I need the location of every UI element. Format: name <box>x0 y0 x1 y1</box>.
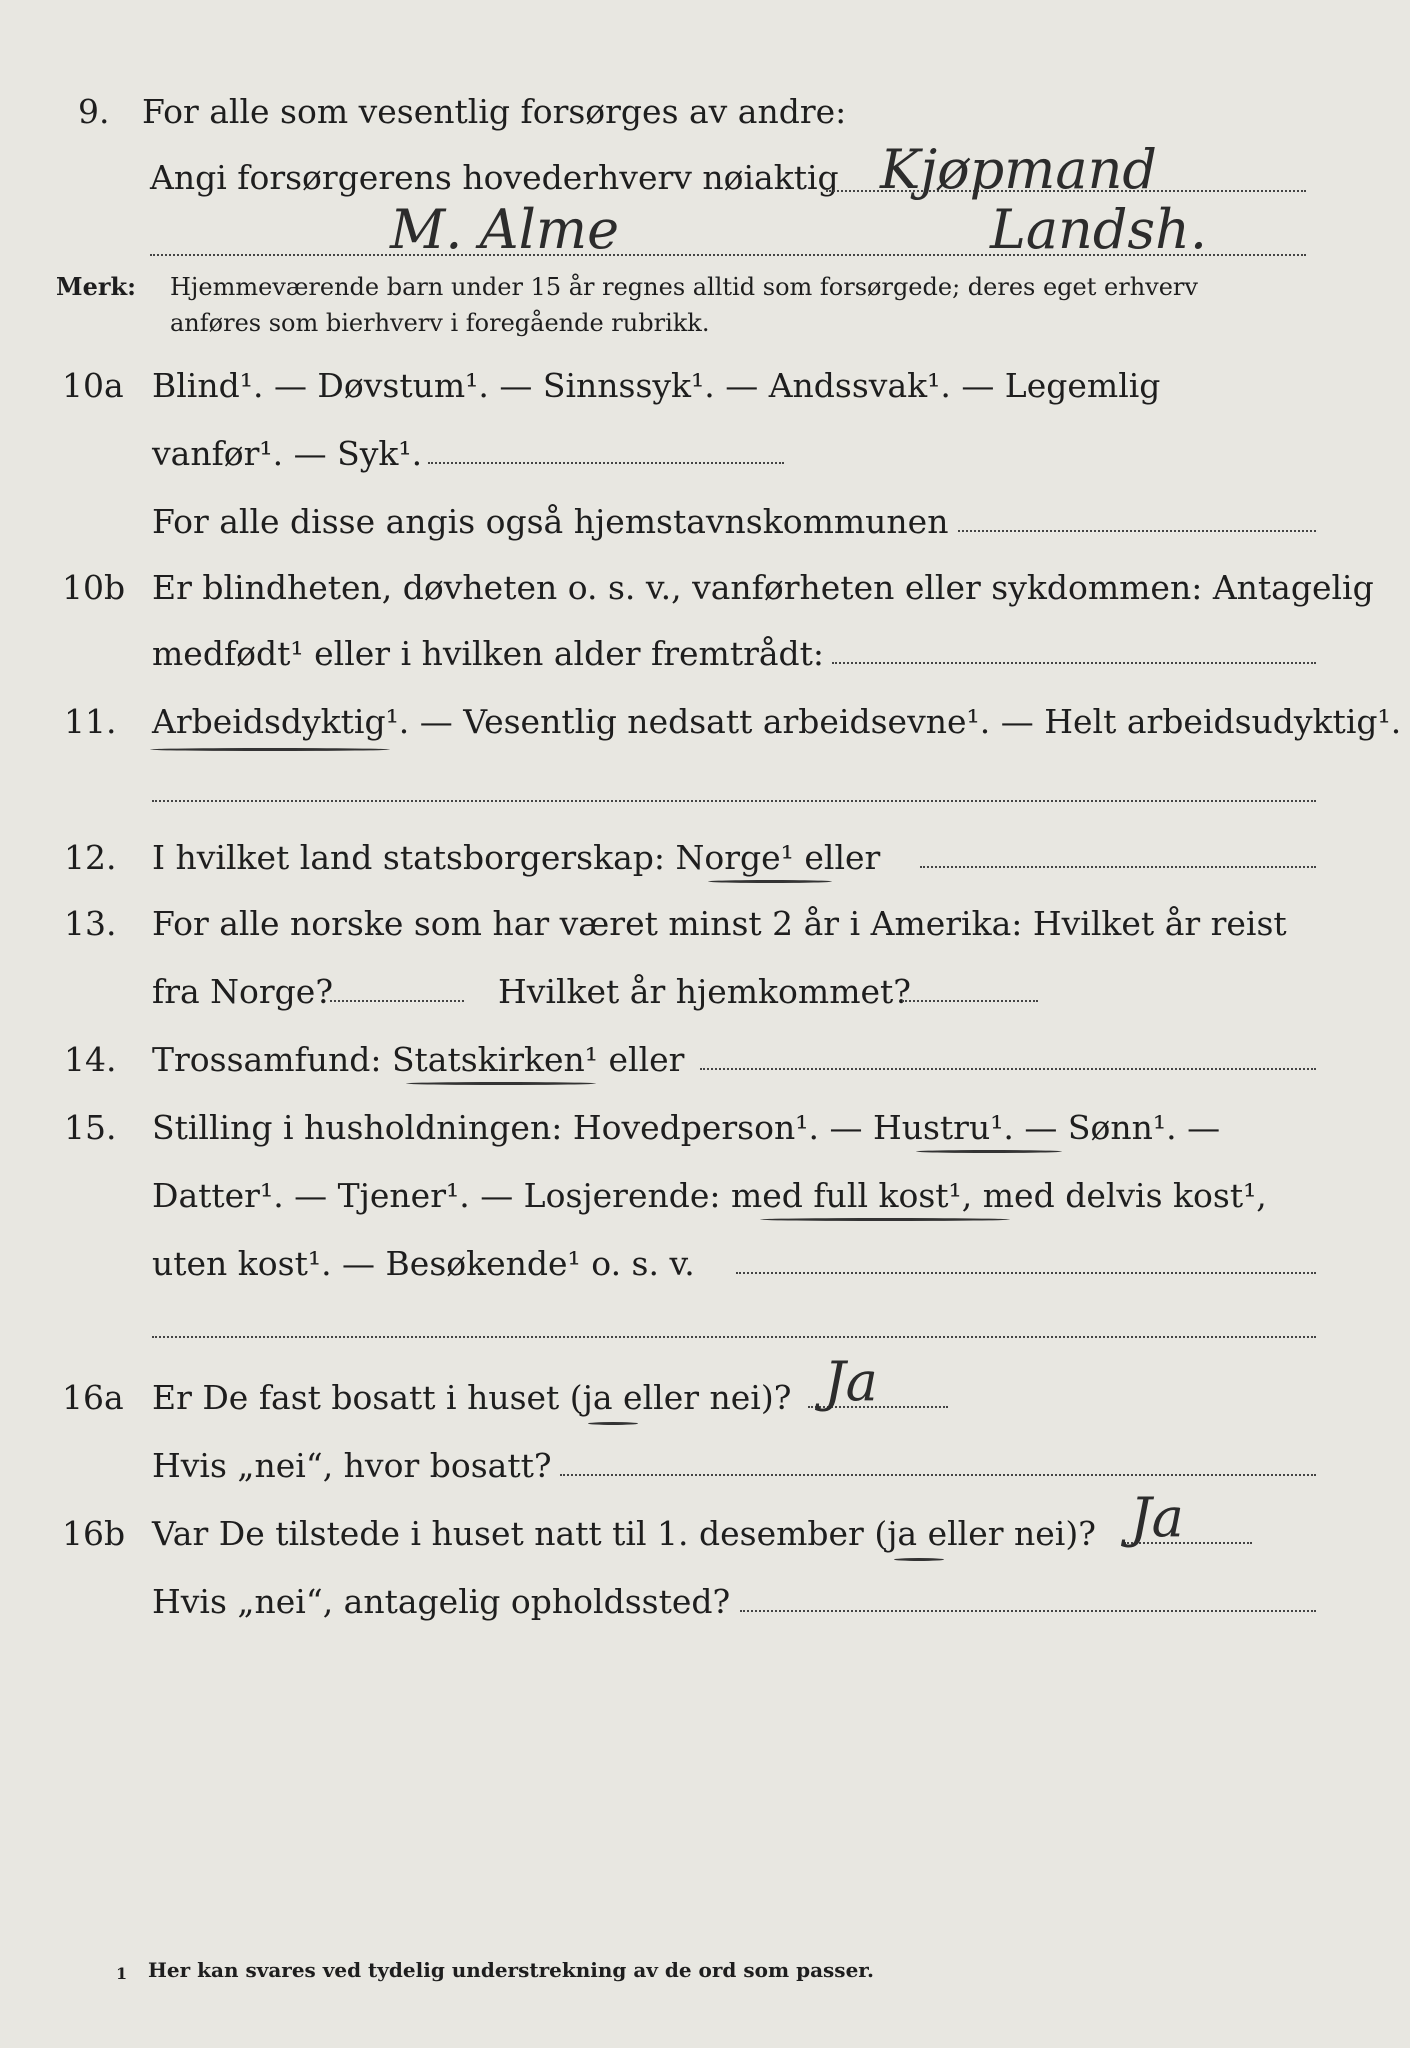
q15-line2: Datter¹. — Tjener¹. — Losjerende: med full kost¹, med delvis kost¹, <box>152 1176 1267 1215</box>
q16a-underline-ja <box>588 1422 638 1425</box>
q16b-line2: Hvis „nei“, antagelig opholdssted? <box>152 1582 731 1621</box>
q10b-answer-line <box>832 662 1316 664</box>
q15-underline-full-kost <box>760 1218 1010 1221</box>
q16a-line2: Hvis „nei“, hvor bosatt? <box>152 1446 552 1485</box>
q13-line1: For alle norske som har været minst 2 år i Amerika: Hvilket år reist <box>152 904 1287 943</box>
merk-line1: Hjemmeværende barn under 15 år regnes alltid som forsørgede; deres eget erhverv <box>170 273 1198 301</box>
q10a-line2: vanfør¹. — Syk¹. <box>152 434 423 473</box>
q9-answer-occupation: Kjøpmand <box>880 138 1157 201</box>
q15-line3: uten kost¹. — Besøkende¹ o. s. v. <box>152 1244 695 1283</box>
q12-underline-norge <box>708 880 832 883</box>
q14-number: 14. <box>64 1040 117 1079</box>
q15-answer-line1 <box>736 1272 1316 1274</box>
q9-answer-place: Landsh. <box>990 198 1208 261</box>
q16b-underline-ja <box>894 1558 944 1561</box>
q16b-answer-line2 <box>740 1610 1316 1612</box>
q13-answer-line-hjemkommet <box>902 1000 1038 1002</box>
q9-number: 9. <box>78 92 110 131</box>
q10a-answer-line1 <box>428 462 784 464</box>
footnote-mark: 1 <box>116 1964 128 1983</box>
q10b-number: 10b <box>62 568 126 607</box>
footnote-text: Her kan svares ved tydelig understrekning av de ord som passer. <box>148 1958 874 1982</box>
q9-line1: For alle som vesentlig forsørges av andre: <box>142 92 847 131</box>
q16a-number: 16a <box>62 1378 124 1417</box>
q16a-answer-line2 <box>560 1474 1316 1476</box>
q10a-line3: For alle disse angis også hjemstavnskommunen <box>152 502 949 541</box>
q15-answer-line2 <box>152 1336 1316 1338</box>
q10a-line1: Blind¹. — Døvstum¹. — Sinnssyk¹. — Andssvak¹. — Legemlig <box>152 366 1161 405</box>
q13-line2b: Hvilket år hjemkommet? <box>498 972 911 1011</box>
q15-line1: Stilling i husholdningen: Hovedperson¹. — Hustru¹. — Sønn¹. — <box>152 1108 1221 1147</box>
q15-number: 15. <box>64 1108 117 1147</box>
q16a-line1: Er De fast bosatt i huset (ja eller nei)? <box>152 1378 792 1417</box>
q11-number: 11. <box>64 702 117 741</box>
q14-underline-statskirken <box>406 1082 596 1085</box>
q10a-number: 10a <box>62 366 124 405</box>
q15-underline-hustru <box>916 1150 1062 1153</box>
merk-line2: anføres som bierhverv i foregående rubrikk. <box>170 309 710 337</box>
q11-answer-line <box>152 800 1316 802</box>
q11-line1: Arbeidsdyktig¹. — Vesentlig nedsatt arbeidsevne¹. — Helt arbeidsudyktig¹. <box>152 702 1402 741</box>
merk-label: Merk: <box>56 272 136 301</box>
q9-line2: Angi forsørgerens hovederhverv nøiaktig <box>150 158 839 197</box>
q16a-answer: Ja <box>824 1350 878 1413</box>
q13-number: 13. <box>64 904 117 943</box>
q11-underline-arbeidsdyktig <box>150 748 390 751</box>
q9-answer-name: M. Alme <box>390 198 620 261</box>
q16b-line1: Var De tilstede i huset natt til 1. desember (ja eller nei)? <box>152 1514 1096 1553</box>
q10a-answer-line2 <box>958 530 1316 532</box>
q12-answer-line <box>920 866 1316 868</box>
q16b-number: 16b <box>62 1514 126 1553</box>
q10b-line2: medfødt¹ eller i hvilken alder fremtrådt: <box>152 634 825 673</box>
q14-line1: Trossamfund: Statskirken¹ eller <box>152 1040 685 1079</box>
q10b-line1: Er blindheten, døvheten o. s. v., vanførheten eller sykdommen: Antagelig <box>152 568 1374 607</box>
q16b-answer: Ja <box>1130 1486 1184 1549</box>
q13-answer-line-reist <box>330 1000 464 1002</box>
q13-line2a: fra Norge? <box>152 972 334 1011</box>
q14-answer-line <box>700 1068 1316 1070</box>
q12-number: 12. <box>64 838 117 877</box>
q12-line1: I hvilket land statsborgerskap: Norge¹ eller <box>152 838 881 877</box>
